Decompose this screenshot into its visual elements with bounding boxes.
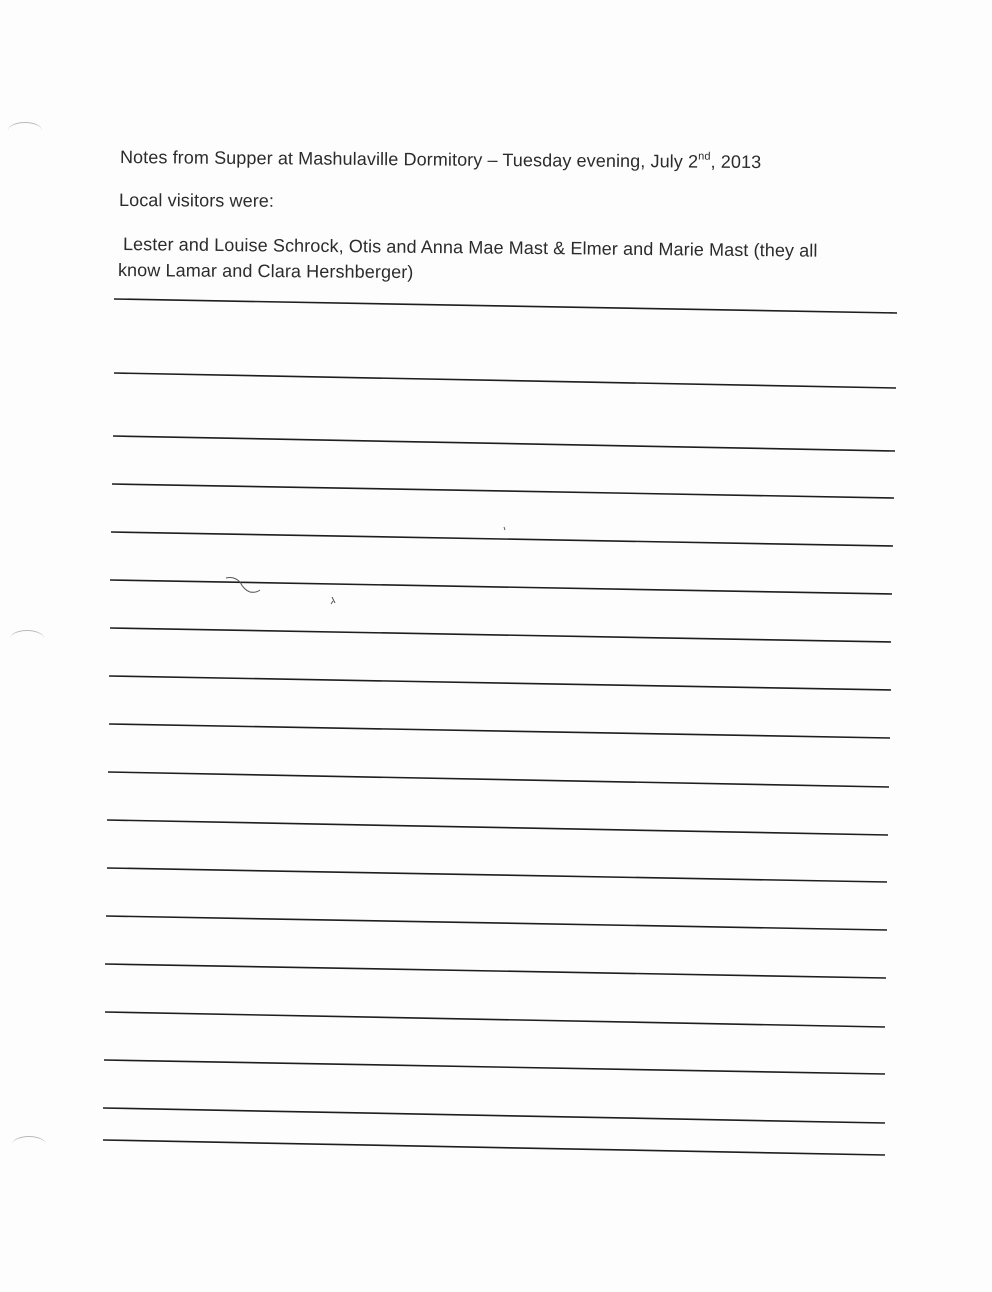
ruled-line	[114, 299, 897, 313]
ruled-line	[112, 484, 894, 498]
ruled-line	[114, 373, 896, 388]
pen-mark	[226, 578, 260, 593]
ruled-line	[103, 1108, 885, 1123]
notes-title-main: Notes from Supper at Mashulaville Dormitory – Tuesday evening, July 2	[119, 147, 699, 172]
ruled-line	[103, 1140, 885, 1155]
pen-mark-dot	[504, 527, 505, 530]
ruled-line	[110, 580, 892, 594]
notes-title-tail: , 2013	[710, 151, 762, 173]
ruled-line	[106, 916, 887, 930]
visitors-list-line-2: know Lamar and Clara Hershberger)	[117, 260, 414, 283]
visitors-list-line-1: Lester and Louise Schrock, Otis and Anna Mae Mast & Elmer and Marie Mast (they all	[122, 234, 818, 261]
ruled-line	[105, 964, 886, 978]
visitors-label: Local visitors were:	[118, 190, 275, 211]
ruled-line	[108, 772, 889, 787]
notes-title-superscript: nd	[698, 150, 711, 163]
ruled-line	[107, 868, 887, 882]
ruled-line	[107, 820, 888, 835]
ruled-line	[113, 436, 895, 451]
ruled-line	[104, 1060, 885, 1074]
ruled-line	[110, 628, 891, 642]
ruled-line	[111, 532, 893, 546]
ruled-line	[109, 676, 891, 690]
ruled-line	[109, 724, 890, 738]
pen-mark-small	[331, 597, 335, 604]
ruled-line	[105, 1012, 885, 1027]
